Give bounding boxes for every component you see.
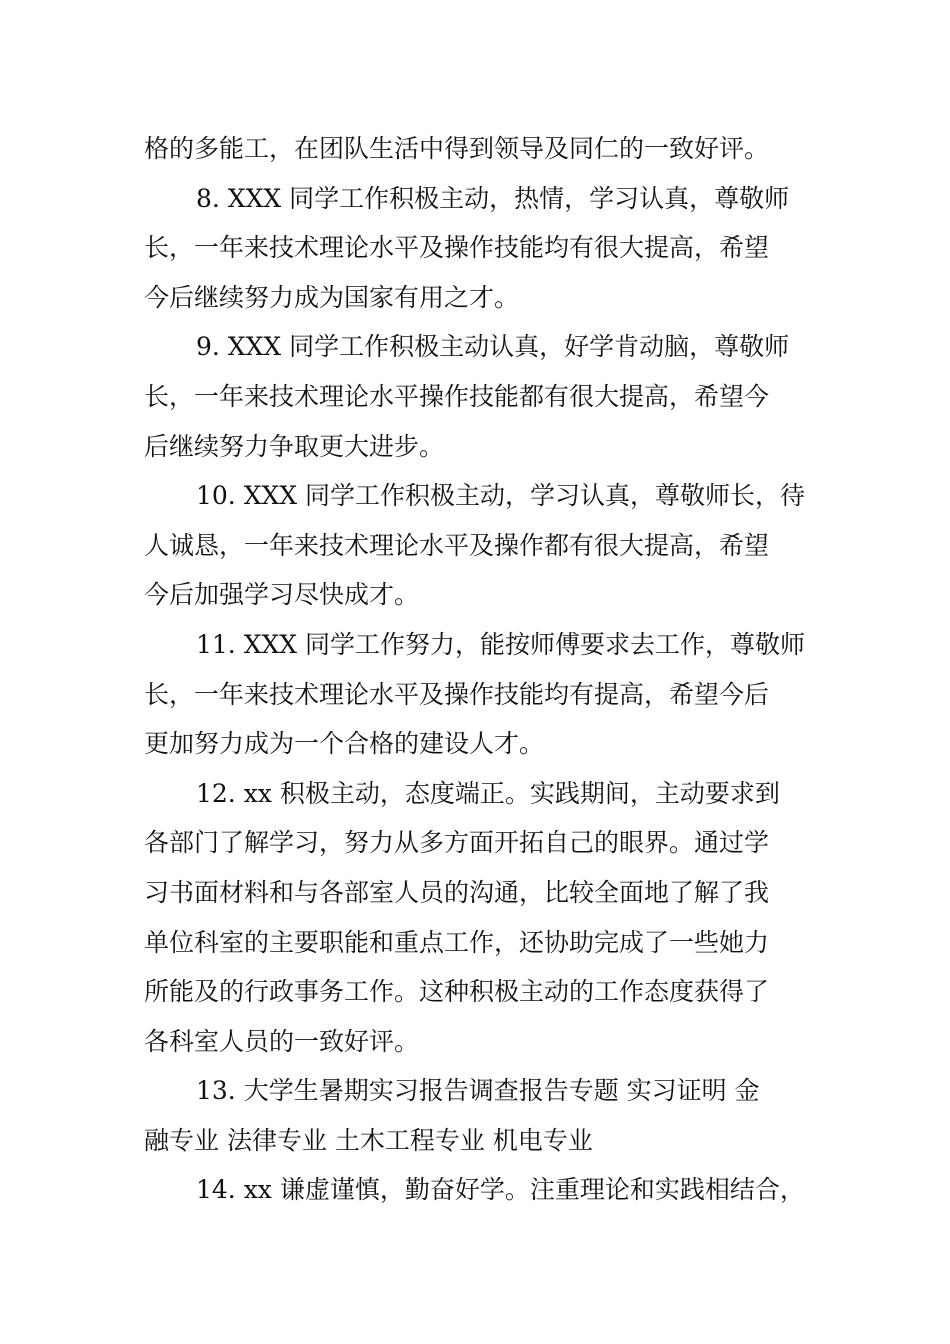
text-line: 单位科室的主要职能和重点工作，还协助完成了一些她力 (144, 927, 770, 957)
text-line: 14. xx 谦虚谨慎，勤奋好学。注重理论和实践相结合， (196, 1175, 805, 1205)
text-line: 10. XXX 同学工作积极主动，学习认真，尊敬师长，待 (196, 481, 806, 511)
text-line: 后继续努力争取更大进步。 (144, 431, 445, 461)
text-line: 12. xx 积极主动，态度端正。实践期间，主动要求到 (196, 778, 780, 808)
text-line: 各科室人员的一致好评。 (144, 1026, 420, 1056)
text-line: 各部门了解学习，努力从多方面开拓自己的眼界。通过学 (144, 828, 770, 858)
text-line: 习书面材料和与各部室人员的沟通，比较全面地了解了我 (144, 877, 770, 907)
text-line: 11. XXX 同学工作努力，能按师傅要求去工作，尊敬师 (196, 629, 806, 659)
text-line: 13. 大学生暑期实习报告调查报告专题 实习证明 金 (196, 1076, 760, 1106)
paragraph-item-13 (144, 1066, 806, 1165)
text-line: 长，一年来技术理论水平及操作技能均有很大提高，希望 (144, 233, 770, 263)
text-line: 格的多能工，在团队生活中得到领导及同仁的一致好评。 (144, 134, 770, 163)
paragraph-continuation (144, 124, 806, 174)
text-line: 今后继续努力成为国家有用之才。 (144, 282, 520, 312)
text-line: 所能及的行政事务工作。这种积极主动的工作态度获得了 (144, 977, 770, 1007)
text-line: 9. XXX 同学工作积极主动认真，好学肯动脑，尊敬师 (196, 332, 790, 362)
paragraph-item-14 (144, 1165, 806, 1215)
text-line: 长，一年来技术理论水平操作技能都有很大提高，希望今 (144, 381, 770, 411)
paragraph-item-8 (144, 174, 806, 323)
paragraph-item-10 (144, 471, 806, 620)
text-line: 人诚恳，一年来技术理论水平及操作都有很大提高，希望 (144, 530, 770, 560)
paragraph-item-12 (144, 769, 806, 1067)
text-line: 8. XXX 同学工作积极主动，热情，学习认真，尊敬师 (196, 183, 790, 213)
paragraph-item-9 (144, 322, 806, 471)
text-line: 长，一年来技术理论水平及操作技能均有提高，希望今后 (144, 679, 770, 709)
text-line: 今后加强学习尽快成才。 (144, 580, 420, 610)
document-page (144, 124, 806, 1215)
text-line: 更加努力成为一个合格的建设人才。 (144, 729, 545, 759)
paragraph-item-11 (144, 620, 806, 769)
text-line: 融专业 法律专业 土木工程专业 机电专业 (144, 1125, 593, 1155)
